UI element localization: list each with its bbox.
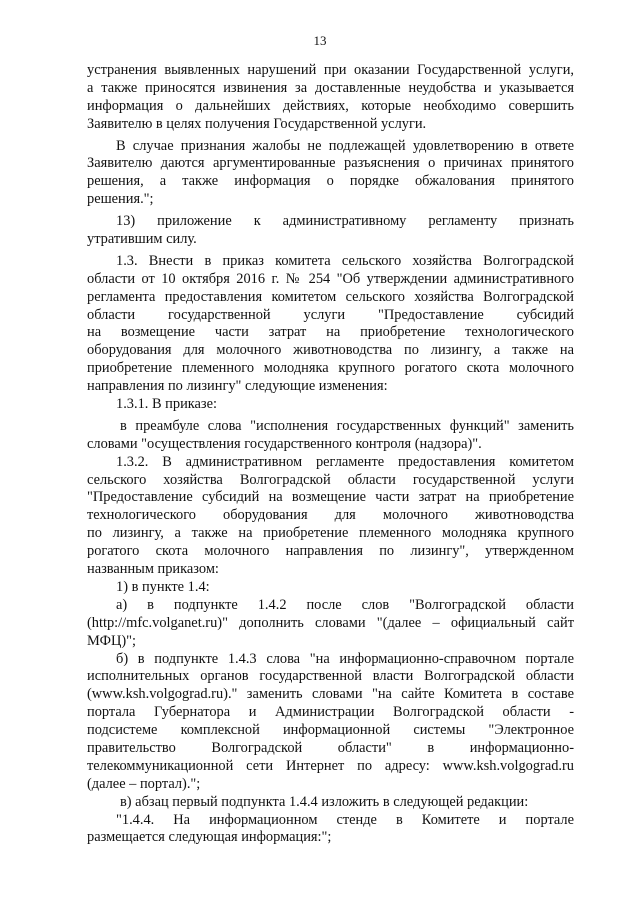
text-line: (далее – портал)."; [87,775,201,792]
text-line: регламента предоставления комитетом сельского хозяйства Волгоградской [87,288,574,305]
text-line: сельского хозяйства Волгоградской области государственной услуги [87,471,574,488]
text-line: утратившим силу. [87,231,197,248]
text-line: Заявителю даются аргументированные разъяснения о причинах принятого [87,155,574,172]
page-number: 13 [313,33,327,48]
paragraph-first-line: а) в подпункте 1.4.2 после слов "Волгоградской области [116,596,574,613]
paragraph-first-line: "1.4.4. На информационном стенде в Комитете и портале [116,811,574,828]
text-line: (www.ksh.volgograd.ru)." заменить словами "на сайте Комитета в составе [87,686,574,703]
text-line: подсистеме комплексной информационной системы "Электронное [87,722,574,739]
text-line: информация о дальнейших действиях, которые необходимо совершить [87,97,574,114]
text-line: рогатого скота молочного направления по лизингу", утвержденном [87,543,574,560]
text-line: словами "осуществления государственного контроля (надзора)". [87,435,482,452]
paragraph-first-line: 1.3. Внести в приказ комитета сельского хозяйства Волгоградской [116,252,574,269]
document-body [87,62,574,847]
text-line: по лизингу, а также на приобретение племенного молодняка крупного [87,525,574,542]
text-line: решения."; [87,191,154,208]
text-line: МФЦ)"; [87,632,137,649]
paragraph-first-line: б) в подпункте 1.4.3 слова "на информационно-справочном портале [116,650,574,667]
text-line: технологического оборудования для молочного животноводства [87,507,574,524]
paragraph-first-line: в) абзац первый подпункта 1.4.4 изложить в следующей редакции: [120,793,529,810]
text-line: размещается следующая информация:"; [87,829,332,846]
paragraph-first-line: в преамбуле слова "исполнения государственных функций" заменить [120,417,574,434]
text-line: названным приказом: [87,561,219,578]
paragraph-first-line: 1.3.2. В административном регламенте предоставления комитетом [116,453,574,470]
text-line: а также приносятся извинения за доставленные неудобства и указывается [87,79,574,96]
paragraph-first-line: 13) приложение к административному регламенту признать [116,213,574,230]
text-line: на возмещение части затрат на приобретение технологического [87,324,574,341]
text-line: приобретение племенного молодняка крупного рогатого скота молочного [87,360,574,377]
text-line: исполнительных органов государственной власти Волгоградской области [87,668,574,685]
paragraph-first-line: 1.3.1. В приказе: [116,396,218,413]
text-line: "Предоставление субсидий на возмещение части затрат на приобретение [87,489,574,506]
text-line: (http://mfc.volganet.ru)" дополнить словами "(далее – официальный сайт [87,614,574,631]
text-line: оборудования для молочного животноводства по лизингу, а также на [87,342,574,359]
text-line: устранения выявленных нарушений при оказании Государственной услуги, [87,62,574,78]
text-line: правительство Волгоградской области" в информационно- [87,739,574,756]
text-line: Заявителю в целях получения Государственной услуги. [87,115,427,132]
text-line: направления по лизингу" следующие изменения: [87,378,388,395]
text-line: области государственной услуги "Предоставление субсидий [87,306,574,323]
text-line: портала Губернатора и Администрации Волгоградской области - [87,704,574,721]
text-line: телекоммуникационной сети Интернет по адресу: www.ksh.volgograd.ru [87,757,574,774]
paragraph-first-line: В случае признания жалобы не подлежащей удовлетворению в ответе [116,137,574,154]
text-line: области от 10 октября 2016 г. № 254 "Об утверждении административного [87,270,574,287]
text-line: решения, а также информация о порядке обжалования принятого [87,173,574,190]
paragraph-first-line: 1) в пункте 1.4: [116,578,210,595]
